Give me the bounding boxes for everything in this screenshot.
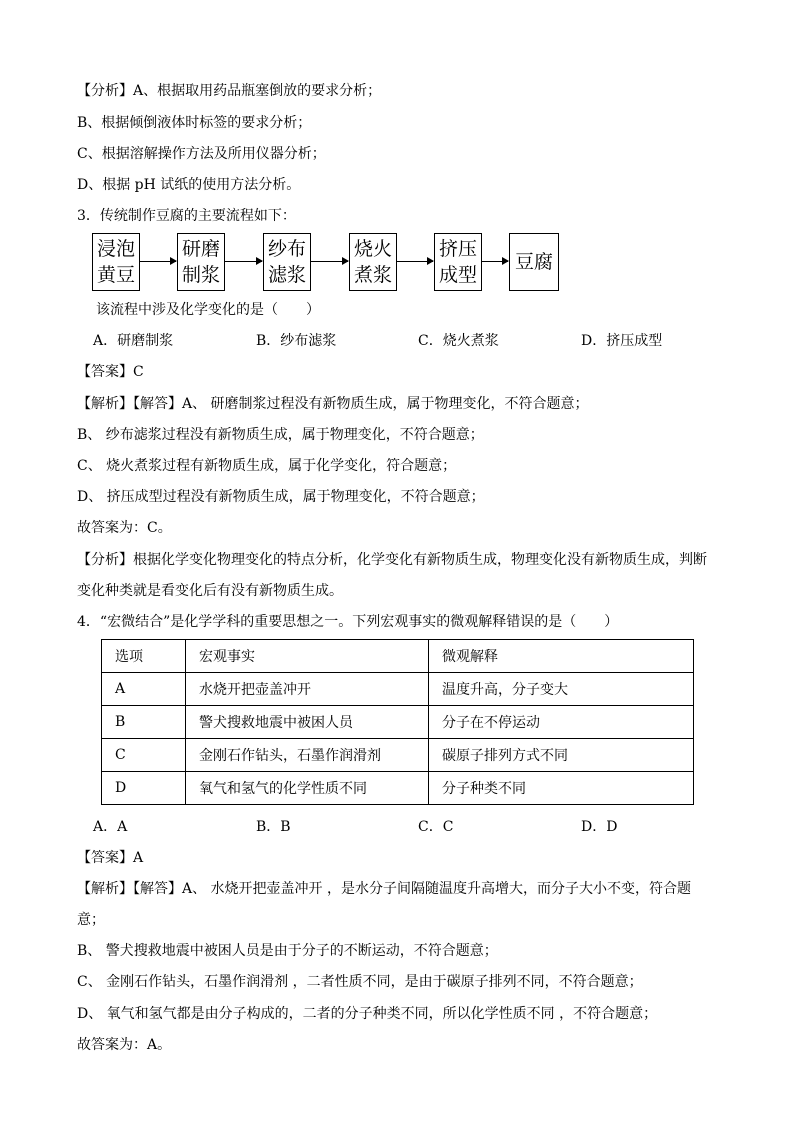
option-c: C．C: [418, 819, 454, 835]
analysis-line-2: B、根据倾倒液体时标签的要求分析；: [77, 115, 312, 131]
table-cell: 水烧开把壶盖冲开: [186, 673, 429, 706]
option-d: D．挤压成型: [581, 333, 663, 349]
answer-3: 【答案】C: [77, 364, 144, 380]
question-3-stem: 3．传统制作豆腐的主要流程如下：: [77, 208, 296, 224]
table-cell: 氧气和氢气的化学性质不同: [186, 772, 429, 805]
table-cell: 分子种类不同: [429, 772, 694, 805]
flow-step: 豆腐: [509, 233, 559, 291]
flow-arrow: [482, 261, 508, 262]
flow-arrow: [140, 261, 176, 262]
flow-arrow: [311, 261, 348, 262]
explanation-3-line-3: C、 烧火煮浆过程有新物质生成，属于化学变化，符合题意；: [77, 458, 457, 474]
table-cell: A: [102, 673, 186, 706]
option-d: D．D: [581, 819, 618, 835]
table-row: [102, 673, 694, 706]
answer-4: 【答案】A: [77, 850, 144, 866]
table-row: [102, 739, 694, 772]
flow-step: 研磨 制浆: [177, 233, 225, 291]
explanation-3-line-4: D、 挤压成型过程没有新物质生成，属于物理变化，不符合题意；: [77, 489, 485, 505]
flow-step: 挤压 成型: [434, 233, 482, 291]
table-cell: 分子在不停运动: [429, 706, 694, 739]
explanation-4-line-4: D、 氧气和氢气都是由分子构成的，二者的分子种类不同，所以化学性质不同 ，不符合题意；: [77, 1006, 658, 1022]
flow-step: 浸泡 黄豆: [92, 233, 140, 291]
table-cell: 警犬搜救地震中被困人员: [186, 706, 429, 739]
explanation-4-line-1b: 意；: [77, 912, 105, 928]
table-row: [102, 772, 694, 805]
analysis-line-3: C、根据溶解操作方法及所用仪器分析；: [77, 146, 326, 162]
question-4-stem: 4．“宏微结合”是化学学科的重要思想之一。下列宏观事实的微观解释错误的是（ ）: [77, 614, 619, 630]
table-cell: 金刚石作钻头，石墨作润滑剂: [186, 739, 429, 772]
table-header: 宏观事实: [186, 640, 429, 673]
explanation-3-line-1: 【解析】【解答】A、 研磨制浆过程没有新物质生成，属于物理变化，不符合题意；: [77, 396, 589, 412]
analysis-3-line-1: 【分析】根据化学变化物理变化的特点分析，化学变化有新物质生成，物理变化没有新物质生成，判断: [77, 552, 707, 568]
table-cell: D: [102, 772, 186, 805]
table-row: [102, 706, 694, 739]
question-3-prompt: 该流程中涉及化学变化的是（ ）: [96, 302, 320, 318]
option-a: A．研磨制浆: [93, 333, 174, 349]
option-b: B．B: [256, 819, 291, 835]
explanation-4-line-2: B、 警犬搜救地震中被困人员是由于分子的不断运动，不符合题意；: [77, 943, 498, 959]
table-cell: C: [102, 739, 186, 772]
analysis-3-line-2: 变化种类就是看变化后有没有新物质生成。: [77, 583, 343, 599]
explanation-3-line-5: 故答案为：C。: [77, 520, 172, 536]
table-cell: 碳原子排列方式不同: [429, 739, 694, 772]
macro-micro-table: [101, 639, 694, 805]
explanation-4-line-3: C、 金刚石作钻头，石墨作润滑剂 ，二者性质不同，是由于碳原子排列不同，不符合题意；: [77, 974, 643, 990]
tofu-process-flowchart: [92, 233, 562, 293]
flow-arrow: [225, 261, 262, 262]
table-header: 选项: [102, 640, 186, 673]
table-cell: 温度升高，分子变大: [429, 673, 694, 706]
flow-arrow: [397, 261, 433, 262]
explanation-4-line-1: 【解析】【解答】A、 水烧开把壶盖冲开 ，是水分子间隔随温度升高增大，而分子大小不变，符合题: [77, 881, 692, 897]
table-cell: B: [102, 706, 186, 739]
option-c: C．烧火煮浆: [418, 333, 499, 349]
flow-step: 纱布 滤浆: [263, 233, 311, 291]
explanation-3-line-2: B、 纱布滤浆过程没有新物质生成，属于物理变化，不符合题意；: [77, 427, 484, 443]
explanation-4-line-5: 故答案为：A。: [77, 1037, 172, 1053]
analysis-line-4: D、根据 pH 试纸的使用方法分析。: [77, 177, 301, 193]
analysis-line-1: 【分析】A、根据取用药品瓶塞倒放的要求分析；: [77, 83, 382, 99]
option-b: B．纱布滤浆: [256, 333, 337, 349]
flow-step: 烧火 煮浆: [349, 233, 397, 291]
table-header: 微观解释: [429, 640, 694, 673]
option-a: A．A: [93, 819, 128, 835]
table-header-row: [102, 640, 694, 673]
